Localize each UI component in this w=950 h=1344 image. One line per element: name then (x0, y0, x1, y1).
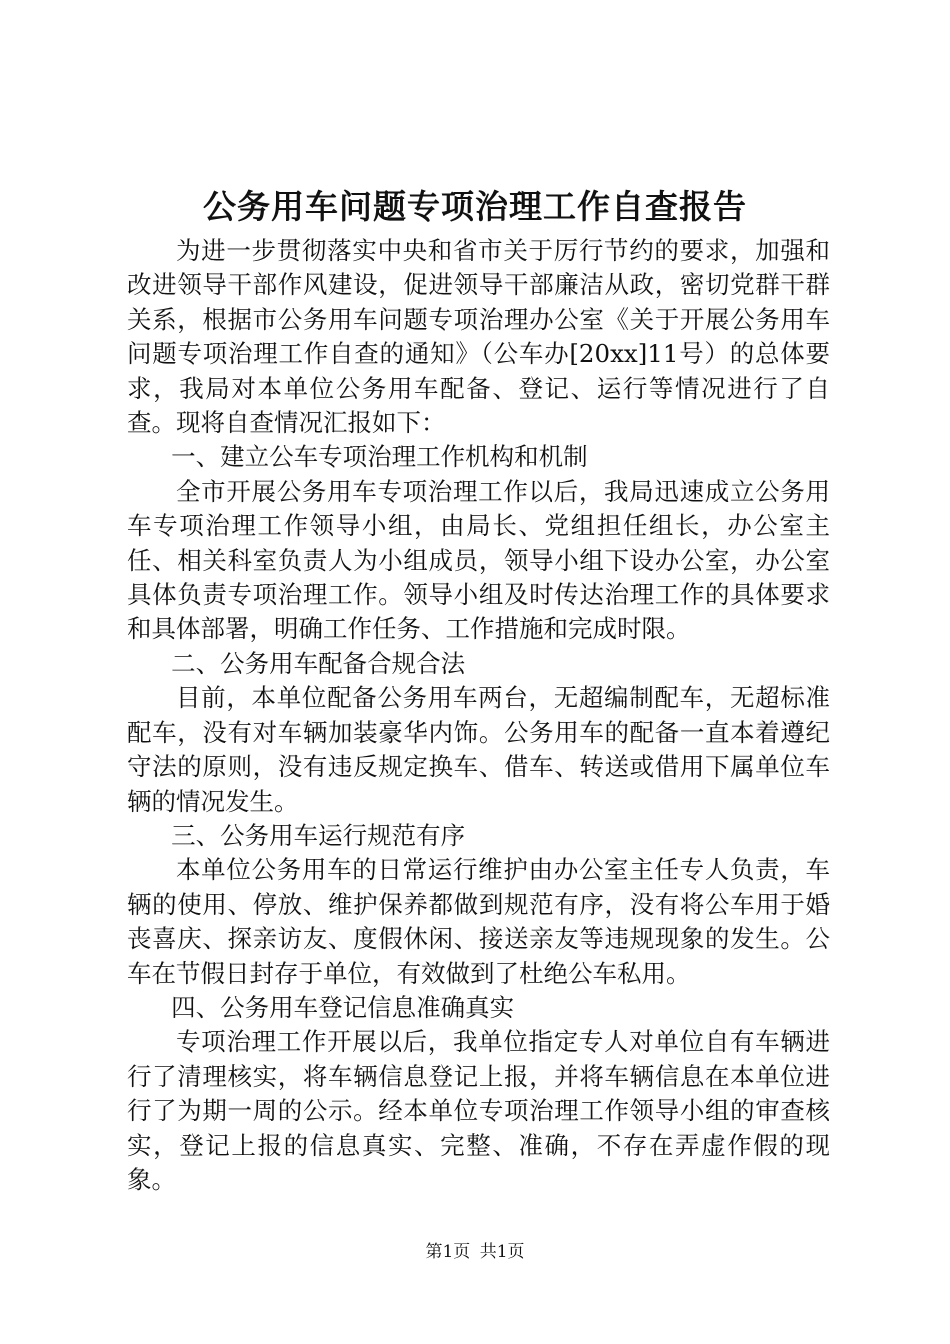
intro-paragraph: 为进一步贯彻落实中央和省市关于厉行节约的要求，加强和改进领导干部作风建设，促进领导干部廉洁从政，密切党群干群关系，根据市公务用车问题专项治理办公室《关于开展公务用车问题专项治理工作自查的通知》（公车办[20xx]11号）的总体要求，我局对本单位公务用车配备、登记、运行等情况进行了自查。现将自查情况汇报如下： (127, 236, 830, 438)
section-body-4: 专项治理工作开展以后，我单位指定专人对单位自有车辆进行了清理核实，将车辆信息登记上报，并将车辆信息在本单位进行了为期一周的公示。经本单位专项治理工作领导小组的审查核实，登记上报的信息真实、完整、准确，不存在弄虚作假的现象。 (127, 1027, 830, 1194)
section-heading-3: 三、公务用车运行规范有序 (171, 820, 466, 850)
document-body (127, 234, 830, 1197)
section-body-1: 全市开展公务用车专项治理工作以后，我局迅速成立公务用车专项治理工作领导小组，由局长、党组担任组长，办公室主任、相关科室负责人为小组成员，领导小组下设办公室，办公室具体负责专项治理工作。领导小组及时传达治理工作的具体要求和具体部署，明确工作任务、工作措施和完成时限。 (127, 476, 830, 644)
section-heading-1: 一、建立公车专项治理工作机构和机制 (171, 442, 588, 472)
section-body-2: 目前，本单位配备公务用车两台，无超编制配车，无超标准配车，没有对车辆加装豪华内饰。公务用车的配备一直本着遵纪守法的原则，没有违反规定换车、借车、转送或借用下属单位车辆的情况发生。 (127, 683, 830, 816)
section-heading-4: 四、公务用车登记信息准确真实 (171, 992, 515, 1022)
page-footer: 第1页 共1页 (425, 1242, 525, 1262)
section-heading-2: 二、公务用车配备合规合法 (171, 648, 466, 678)
section-body-3: 本单位公务用车的日常运行维护由办公室主任专人负责，车辆的使用、停放、维护保养都做到规范有序，没有将公车用于婚丧喜庆、探亲访友、度假休闲、接送亲友等违规现象的发生。公车在节假日封存于单位，有效做到了杜绝公车私用。 (127, 855, 830, 988)
document-title: 公务用车问题专项治理工作自查报告 (203, 187, 747, 226)
